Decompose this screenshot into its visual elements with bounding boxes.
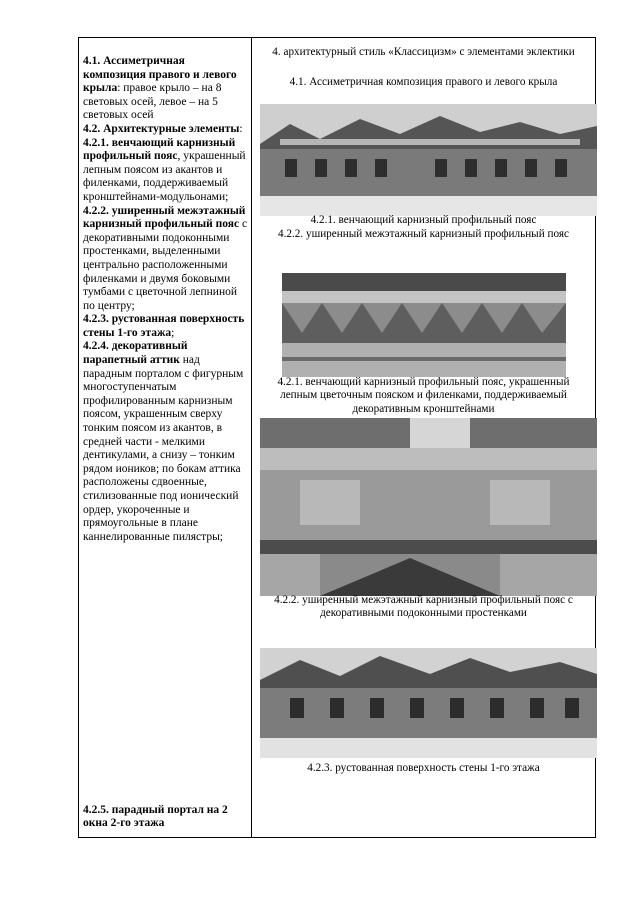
caption-photo-2: 4.2.1. венчающий карнизный профильный пояс, украшенный лепным цветочным пояском и филенками, поддерживаемый декоративным кронштейнами — [277, 376, 570, 415]
facade-photo-icon — [260, 104, 597, 216]
caption-composition: 4.1. Ассиметричная композиция правого и левого крыла — [289, 76, 558, 88]
caption-style: 4. архитектурный стиль «Классицизм» с элементами эклектики — [272, 46, 575, 58]
item-4-1: 4.1. Ассиметричная композиция правого и левого крыла: правое крыло – на 8 световых осей, левое – на 5 световых осей — [83, 55, 237, 122]
item-4-2-3: 4.2.3. рустованная поверхность стены 1-го этажа; — [83, 313, 245, 339]
interfloor-photo-icon — [260, 418, 597, 596]
item-4-2-2: 4.2.2. уширенный межэтажный карнизный профильный пояс с декоративными подоконными простенками, выделенными центрально расположенными филенками и двумя боковыми тумбами с цветочной лепниной по центру; — [83, 204, 248, 312]
item-4-2-1: 4.2.1. венчающий карнизный профильный пояс, украшенный лепным поясом из акантов и филенками, поддерживаемый кронштейнами-модульонами; — [83, 136, 246, 203]
document-table — [78, 37, 596, 838]
item-4-2: 4.2. Архитектурные элементы: — [83, 122, 243, 135]
photo-facade-composition — [260, 104, 597, 216]
item-4-2-4: 4.2.4. декоративный парапетный аттик над парадным порталом с фигурным многоступенчатым профилированным карнизным поясом, украшенным сверху тонким поясом из акантов, в средней части - мелкими дентикулами, а снизу – тонким рядом иоников; по бокам аттика расположены сдвоенные, стилизованные под ионический ордер, укороченные и прямоугольные в плане каннелированные пилястры; — [83, 340, 244, 543]
photo-rusticated-wall — [260, 648, 597, 758]
caption-interfloor: 4.2.2. уширенный межэтажный карнизный профильный пояс — [278, 228, 569, 240]
description-column — [79, 38, 252, 837]
item-4-2-5: 4.2.5. парадный портал на 2 окна 2-го этажа — [83, 803, 228, 830]
photo-cornice — [282, 273, 566, 377]
rusticated-wall-photo-icon — [260, 648, 597, 758]
photo-interfloor-cornice — [260, 418, 597, 596]
caption-photo-3: 4.2.2. уширенный межэтажный карнизный профильный пояс с декоративными подоконными простенками — [274, 594, 573, 620]
caption-photo-1: 4.2.1. венчающий карнизный профильный пояс — [310, 214, 537, 226]
photo-column — [252, 38, 595, 837]
cornice-photo-icon — [282, 273, 566, 377]
caption-photo-4: 4.2.3. рустованная поверхность стены 1-го этажа — [307, 762, 540, 774]
